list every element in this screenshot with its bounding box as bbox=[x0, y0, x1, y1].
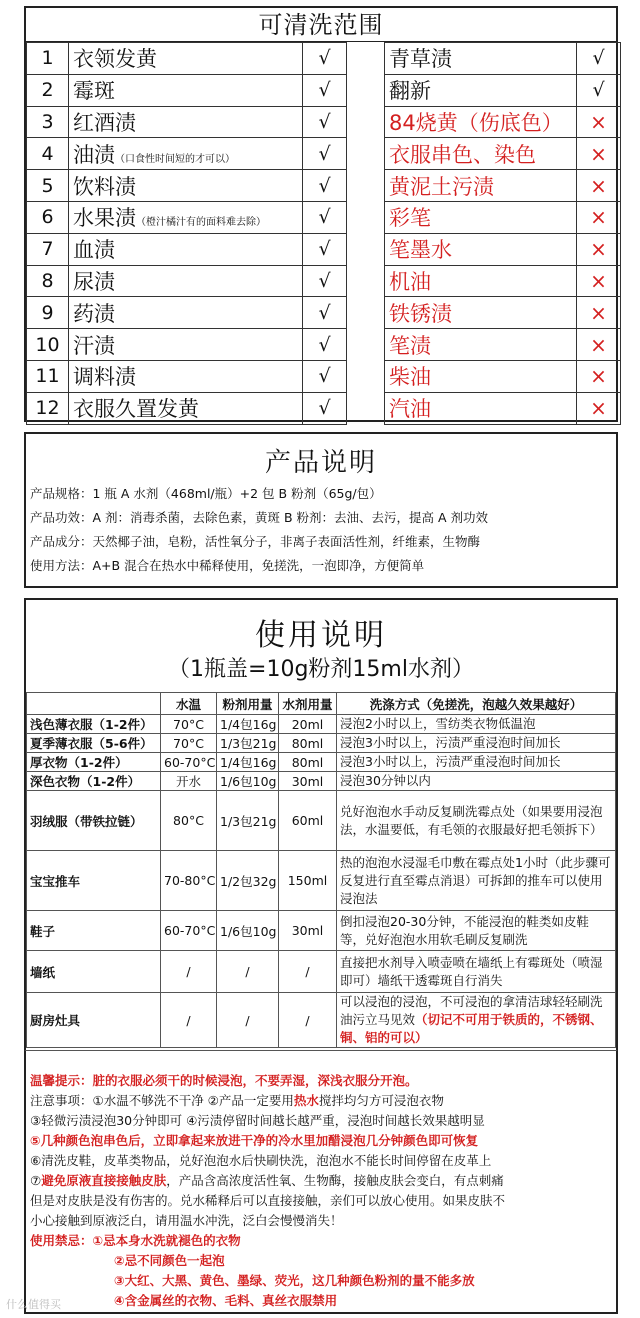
range-row bbox=[27, 265, 621, 297]
row-number: 3 bbox=[27, 106, 69, 138]
method-text: 热的泡泡水浸湿毛巾敷在霉点处1小时（此步骤可反复进行直至霉点消退）可拆卸的推车可以使用浸泡法 bbox=[340, 854, 611, 906]
stain-label: 红酒渍 bbox=[73, 110, 136, 135]
method-text: 直接把水剂导入喷壶喷在墙纸上有霉斑处（喷湿即可）墙纸干透霉斑自行消失 bbox=[340, 954, 603, 988]
usage-liquid: 30ml bbox=[279, 911, 337, 951]
usage-liquid: 30ml bbox=[279, 772, 337, 791]
usage-temp: 70-80°C bbox=[161, 851, 217, 911]
method-text: 浸泡30分钟以内 bbox=[340, 773, 431, 788]
stain-label: 汗渍 bbox=[73, 333, 115, 358]
column-gap bbox=[347, 233, 385, 265]
column-gap bbox=[347, 201, 385, 233]
stain-name bbox=[69, 265, 303, 297]
note-line-2: ③轻微污渍浸泡30分钟即可 ④污渍停留时间越长越严重，浸泡时间越长效果越明显 bbox=[30, 1113, 485, 1128]
usage-row bbox=[27, 791, 616, 851]
row-number: 8 bbox=[27, 265, 69, 297]
usage-header-liquid: 水剂用量 bbox=[279, 693, 337, 715]
method-text: 浸泡2小时以上，雪纺类衣物低温泡 bbox=[340, 716, 536, 731]
usage-method bbox=[337, 772, 616, 791]
stain-label: 饮料渍 bbox=[73, 174, 136, 199]
stain-label: 尿渍 bbox=[73, 269, 115, 294]
note-line-7: 小心接触到原液泛白，请用温水冲洗，泛白会慢慢消失！ bbox=[30, 1213, 343, 1228]
right-stain-name: 84烧黄（伤底色） bbox=[385, 106, 577, 138]
row-number: 1 bbox=[27, 43, 69, 75]
usage-powder: 1/2包32g bbox=[217, 851, 279, 911]
cross-mark: × bbox=[577, 138, 621, 170]
range-row bbox=[27, 201, 621, 233]
method-warning: （切记不可用于铁质的，不锈钢、铜、铝的可以） bbox=[340, 1012, 603, 1045]
method-text: 浸泡3小时以上，污渍严重浸泡时间加长 bbox=[340, 735, 561, 750]
usage-temp: 70°C bbox=[161, 715, 217, 734]
usage-title: 使用说明 bbox=[255, 618, 387, 653]
usage-method bbox=[337, 734, 616, 753]
check-mark: √ bbox=[303, 329, 347, 361]
usage-item: 深色衣物（1-2件） bbox=[27, 772, 161, 791]
check-mark: √ bbox=[303, 201, 347, 233]
column-gap bbox=[347, 106, 385, 138]
usage-method bbox=[337, 753, 616, 772]
check-mark: √ bbox=[303, 106, 347, 138]
cross-mark: × bbox=[577, 360, 621, 392]
check-mark: √ bbox=[303, 74, 347, 106]
usage-instructions-panel bbox=[24, 598, 618, 1050]
note-text: ，产品含高浓度活性氧、生物酶，接触皮肤会变白，有点刺痛 bbox=[166, 1173, 504, 1188]
usage-method bbox=[337, 911, 616, 951]
right-stain-name: 机油 bbox=[385, 265, 577, 297]
usage-row bbox=[27, 993, 616, 1048]
usage-row bbox=[27, 951, 616, 993]
check-mark: √ bbox=[577, 74, 621, 106]
right-stain-name: 铁锈渍 bbox=[385, 297, 577, 329]
usage-item: 鞋子 bbox=[27, 911, 161, 951]
usage-liquid: 60ml bbox=[279, 791, 337, 851]
usage-item: 浅色薄衣服（1-2件） bbox=[27, 715, 161, 734]
row-number: 6 bbox=[27, 201, 69, 233]
usage-item: 宝宝推车 bbox=[27, 851, 161, 911]
method-text: 兑好泡泡水手动反复刷洗霉点处（如果要用浸泡法，水温要低，有毛领的衣服最好把毛领拆下） bbox=[340, 803, 603, 837]
usage-method bbox=[337, 791, 616, 851]
usage-powder: 1/4包16g bbox=[217, 715, 279, 734]
ban-line-3: ③大红、大黑、黄色、墨绿、荧光，这几种颜色粉剂的量不能多放 bbox=[114, 1273, 475, 1288]
row-number: 2 bbox=[27, 74, 69, 106]
stain-label: 调料渍 bbox=[73, 365, 136, 390]
stain-name bbox=[69, 297, 303, 329]
usage-item: 厨房灶具 bbox=[27, 993, 161, 1048]
column-gap bbox=[347, 360, 385, 392]
method-text: 可以浸泡的浸泡，不可浸泡的拿清洁球轻轻刷洗油污立马见效 bbox=[340, 994, 603, 1027]
note-text: 搅拌均匀方可浸泡衣物 bbox=[318, 1093, 444, 1108]
right-stain-name: 柴油 bbox=[385, 360, 577, 392]
usage-temp: 60-70°C bbox=[161, 753, 217, 772]
product-description-panel bbox=[24, 432, 618, 588]
right-stain-name: 翻新 bbox=[385, 74, 577, 106]
usage-powder: / bbox=[217, 993, 279, 1048]
range-row bbox=[27, 170, 621, 202]
range-row bbox=[27, 297, 621, 329]
row-number: 9 bbox=[27, 297, 69, 329]
usage-header-item bbox=[27, 693, 161, 715]
row-number: 10 bbox=[27, 329, 69, 361]
cross-mark: × bbox=[577, 392, 621, 424]
range-row bbox=[27, 138, 621, 170]
column-gap bbox=[347, 43, 385, 75]
check-mark: √ bbox=[303, 297, 347, 329]
check-mark: √ bbox=[577, 43, 621, 75]
stain-name bbox=[69, 233, 303, 265]
check-mark: √ bbox=[303, 233, 347, 265]
usage-liquid: 80ml bbox=[279, 753, 337, 772]
product-method: 使用方法：A+B 混合在热水中稀释使用，免搓洗，一泡即净，方便简单 bbox=[30, 558, 425, 573]
stain-name bbox=[69, 170, 303, 202]
usage-item: 厚衣物（1-2件） bbox=[27, 753, 161, 772]
stain-label: 霉斑 bbox=[73, 79, 115, 104]
cleanable-range-panel bbox=[24, 6, 618, 422]
usage-table bbox=[26, 692, 616, 1048]
column-gap bbox=[347, 265, 385, 297]
cross-mark: × bbox=[577, 170, 621, 202]
stain-name bbox=[69, 74, 303, 106]
cross-mark: × bbox=[577, 329, 621, 361]
right-stain-name: 汽油 bbox=[385, 392, 577, 424]
row-number: 11 bbox=[27, 360, 69, 392]
usage-row bbox=[27, 734, 616, 753]
method-text: 倒扣浸泡20-30分钟，不能浸泡的鞋类如皮鞋等，兑好泡泡水用软毛刷反复刷洗 bbox=[340, 913, 589, 947]
note-line-1 bbox=[30, 1091, 612, 1111]
usage-temp: 70°C bbox=[161, 734, 217, 753]
stain-name bbox=[69, 201, 303, 233]
ban-line-4: ④含金属丝的衣物、毛料、真丝衣服禁用 bbox=[114, 1293, 338, 1308]
note-line-4: ⑥清洗皮鞋，皮革类物品，兑好泡泡水后快刷快洗，泡泡水不能长时间停留在皮革上 bbox=[30, 1153, 492, 1168]
usage-liquid: / bbox=[279, 951, 337, 993]
usage-powder: 1/3包21g bbox=[217, 734, 279, 753]
usage-header-temp: 水温 bbox=[161, 693, 217, 715]
usage-powder: 1/4包16g bbox=[217, 753, 279, 772]
usage-liquid: 150ml bbox=[279, 851, 337, 911]
right-stain-name: 青草渍 bbox=[385, 43, 577, 75]
range-row bbox=[27, 43, 621, 75]
row-number: 7 bbox=[27, 233, 69, 265]
note-line-3: ⑤几种颜色泡串色后，立即拿起来放进干净的冷水里加醋浸泡几分钟颜色即可恢复 bbox=[30, 1133, 479, 1148]
ban-line-2: ②忌不同颜色一起泡 bbox=[114, 1253, 225, 1268]
note-text: ⑦ bbox=[30, 1173, 42, 1188]
range-row bbox=[27, 106, 621, 138]
note-line-6: 但是对皮肤是没有伤害的。兑水稀释后可以直接接触，亲们可以放心使用。如果皮肤不 bbox=[30, 1193, 506, 1208]
stain-note: （橙汁橘汁有的面料难去除） bbox=[136, 217, 266, 229]
usage-item: 墙纸 bbox=[27, 951, 161, 993]
ban-item: ①忌本身水洗就褪色的衣物 bbox=[92, 1233, 241, 1248]
product-effect: 产品功效：A 剂：消毒杀菌，去除色素，黄斑 B 粉剂：去油、去污，提高 A 剂功效 bbox=[30, 510, 489, 525]
column-gap bbox=[347, 329, 385, 361]
stain-label: 药渍 bbox=[73, 301, 115, 326]
stain-name bbox=[69, 360, 303, 392]
column-gap bbox=[347, 170, 385, 202]
row-number: 5 bbox=[27, 170, 69, 202]
right-stain-name: 黄泥土污渍 bbox=[385, 170, 577, 202]
usage-row bbox=[27, 772, 616, 791]
ban-label: 使用禁忌： bbox=[30, 1233, 93, 1248]
range-row bbox=[27, 329, 621, 361]
note-highlight: 热水 bbox=[293, 1093, 319, 1108]
product-title: 产品说明 bbox=[264, 448, 377, 478]
warm-tip: 温馨提示：脏的衣服必须干的时候浸泡，不要弄湿，深浅衣服分开泡。 bbox=[30, 1073, 418, 1088]
usage-method bbox=[337, 993, 616, 1048]
range-title: 可清洗范围 bbox=[26, 8, 616, 42]
usage-header-method: 洗涤方式（免搓洗，泡越久效果越好） bbox=[337, 693, 616, 715]
cross-mark: × bbox=[577, 201, 621, 233]
stain-name bbox=[69, 106, 303, 138]
usage-row bbox=[27, 851, 616, 911]
stain-note: （口食性时间短的才可以） bbox=[115, 153, 235, 165]
usage-row bbox=[27, 715, 616, 734]
range-table bbox=[26, 42, 621, 425]
tips-panel bbox=[24, 1050, 618, 1314]
usage-temp: 开水 bbox=[161, 772, 217, 791]
column-gap bbox=[347, 392, 385, 424]
cross-mark: × bbox=[577, 106, 621, 138]
stain-label: 衣服久置发黄 bbox=[73, 397, 199, 422]
usage-liquid: 80ml bbox=[279, 734, 337, 753]
usage-liquid: / bbox=[279, 993, 337, 1048]
usage-temp: 60-70°C bbox=[161, 911, 217, 951]
note-line-5 bbox=[30, 1171, 612, 1191]
right-stain-name: 彩笔 bbox=[385, 201, 577, 233]
range-row bbox=[27, 74, 621, 106]
cross-mark: × bbox=[577, 297, 621, 329]
check-mark: √ bbox=[303, 360, 347, 392]
watermark: 什么值得买 bbox=[6, 1298, 61, 1311]
usage-subtitle: （1瓶盖=10g粉剂15ml水剂） bbox=[168, 657, 474, 682]
stain-name bbox=[69, 43, 303, 75]
usage-temp: 80°C bbox=[161, 791, 217, 851]
check-mark: √ bbox=[303, 138, 347, 170]
column-gap bbox=[347, 74, 385, 106]
ban-line-1 bbox=[30, 1231, 612, 1251]
range-row bbox=[27, 360, 621, 392]
stain-label: 水果渍 bbox=[73, 206, 136, 231]
usage-powder: 1/6包10g bbox=[217, 911, 279, 951]
stain-label: 衣领发黄 bbox=[73, 47, 157, 72]
usage-row bbox=[27, 911, 616, 951]
usage-item: 羽绒服（带铁拉链） bbox=[27, 791, 161, 851]
product-spec: 产品规格：1 瓶 A 水剂（468ml/瓶）+2 包 B 粉剂（65g/包） bbox=[30, 486, 382, 501]
column-gap bbox=[347, 138, 385, 170]
method-text: 浸泡3小时以上，污渍严重浸泡时间加长 bbox=[340, 754, 561, 769]
stain-label: 油渍 bbox=[73, 142, 115, 167]
usage-row bbox=[27, 753, 616, 772]
usage-powder: 1/3包21g bbox=[217, 791, 279, 851]
column-gap bbox=[347, 297, 385, 329]
range-row bbox=[27, 233, 621, 265]
usage-method bbox=[337, 951, 616, 993]
usage-method bbox=[337, 715, 616, 734]
check-mark: √ bbox=[303, 170, 347, 202]
product-ingredients: 产品成分：天然椰子油，皂粉，活性氧分子，非离子表面活性剂，纤维素，生物酶 bbox=[30, 534, 481, 549]
right-stain-name: 笔渍 bbox=[385, 329, 577, 361]
row-number: 12 bbox=[27, 392, 69, 424]
stain-name bbox=[69, 138, 303, 170]
note-text: 注意事项：①水温不够洗不干净 ②产品一定要用 bbox=[30, 1093, 294, 1108]
check-mark: √ bbox=[303, 392, 347, 424]
stain-label: 血渍 bbox=[73, 238, 115, 263]
check-mark: √ bbox=[303, 265, 347, 297]
check-mark: √ bbox=[303, 43, 347, 75]
usage-temp: / bbox=[161, 951, 217, 993]
usage-header-powder: 粉剂用量 bbox=[217, 693, 279, 715]
right-stain-name: 笔墨水 bbox=[385, 233, 577, 265]
usage-temp: / bbox=[161, 993, 217, 1048]
range-row bbox=[27, 392, 621, 424]
cross-mark: × bbox=[577, 233, 621, 265]
stain-name bbox=[69, 392, 303, 424]
note-highlight: 避免原液直接接触皮肤 bbox=[41, 1173, 167, 1188]
usage-item: 夏季薄衣服（5-6件） bbox=[27, 734, 161, 753]
usage-powder: 1/6包10g bbox=[217, 772, 279, 791]
usage-powder: / bbox=[217, 951, 279, 993]
usage-method bbox=[337, 851, 616, 911]
row-number: 4 bbox=[27, 138, 69, 170]
stain-name bbox=[69, 329, 303, 361]
right-stain-name: 衣服串色、染色 bbox=[385, 138, 577, 170]
usage-liquid: 20ml bbox=[279, 715, 337, 734]
cross-mark: × bbox=[577, 265, 621, 297]
